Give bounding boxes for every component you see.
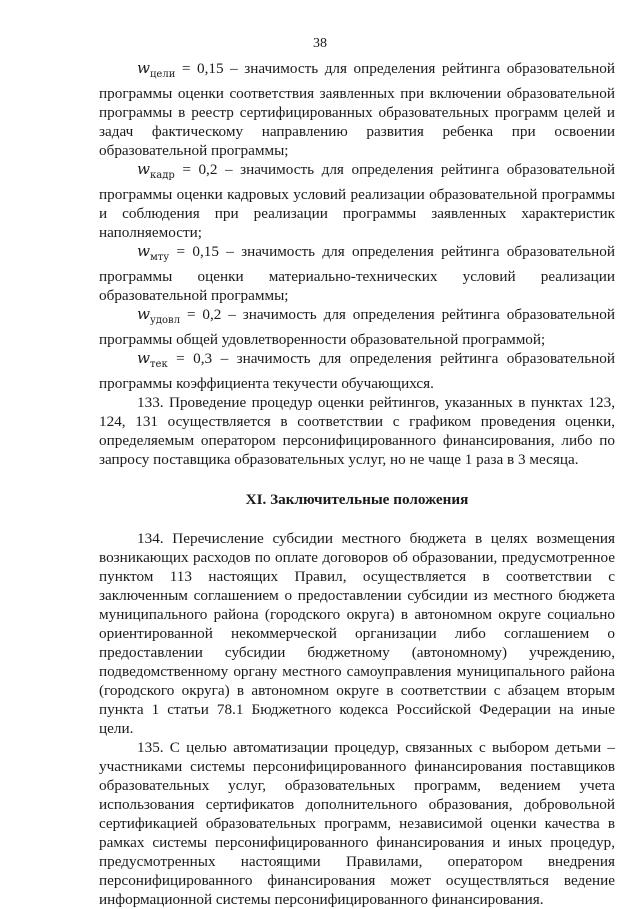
paragraph-135: 135. С целью автоматизации процедур, связанных с выбором детьми – участниками системы персонифицированного финансирования поставщиков образовательных услуг, образовательных программ, ведением учета использования сертификатов дополнительного образования, добровольной сертификацией образовательных программ, независимой оценки качества в рамках системы персонифицированного финансирования и иных процедур, предусмотренных настоящими Правилами, оператором внедрения персонифицированного финансирования может осуществляться ведение информационной системы персонифицированного финансирования.: [99, 739, 615, 909]
weight-symbol: $w_{удовл}$: [137, 305, 181, 327]
section-heading: XI. Заключительные положения: [245, 491, 469, 509]
weight-paragraph-udovl: $w_{удовл} = 0,2$ – значимость для определения рейтинга образовательной программы общей удовлетворенности образовательной программой;: [99, 305, 616, 349]
weight-paragraph-kadr: $w_{кадр} = 0,2$ – значимость для определения рейтинга образовательной программы оценки кадровых условий реализации образовательной программы и соблюдения при реализации программы заявленных характеристик наполняемости;: [99, 160, 615, 242]
weight-symbol: $w_{кадр}$: [137, 160, 175, 182]
weight-paragraph-celi: $w_{цели} = 0,15$ – значимость для определения рейтинга образовательной программы оценки соответствия заявленных при включении образовательной программы в реестр сертифицированных образовательных программ целей и задач фактическому направлению развития ребенка при освоении образовательной программы;: [99, 59, 615, 160]
document-body: [99, 59, 615, 909]
weight-symbol: $w_{мту}$: [137, 242, 170, 264]
page-number: 38: [313, 36, 327, 51]
weight-symbol: $w_{тек}$: [137, 349, 168, 371]
weight-symbol: $w_{цели}$: [137, 59, 176, 81]
weight-paragraph-tek: $w_{тек} = 0,3$ – значимость для определения рейтинга образовательной программы коэффициента текучести обучающихся.: [99, 349, 616, 393]
paragraph-133: 133. Проведение процедур оценки рейтингов, указанных в пунктах 123, 124, 131 осуществляется в соответствии с графиком проведения оценки, определяемым оператором персонифицированного финансирования, либо по запросу поставщика образовательных услуг, но не чаще 1 раза в 3 месяца.: [99, 394, 615, 469]
weight-paragraph-mtu: $w_{мту} = 0,15$ – значимость для определения рейтинга образовательной программы оценки материально-технических условий реализации образовательной программы;: [99, 242, 616, 305]
paragraph-134: 134. Перечисление субсидии местного бюджета в целях возмещения возникающих расходов по оплате договоров об образовании, предусмотренное пунктом 113 настоящих Правил, осуществляется в соответствии с заключенным соглашением о предоставлении субсидии из местного бюджета муниципального района (городского округа) в автономном округе социально ориентированной некоммерческой организации либо соглашением о предоставлении субсидии бюджетному (автономному) учреждению, подведомственному органу местного самоуправления муниципального района (городского округа) в автономном округе в соответствии с абзацем вторым пункта 1 статьи 78.1 Бюджетного кодекса Российской Федерации на иные цели.: [99, 530, 615, 738]
